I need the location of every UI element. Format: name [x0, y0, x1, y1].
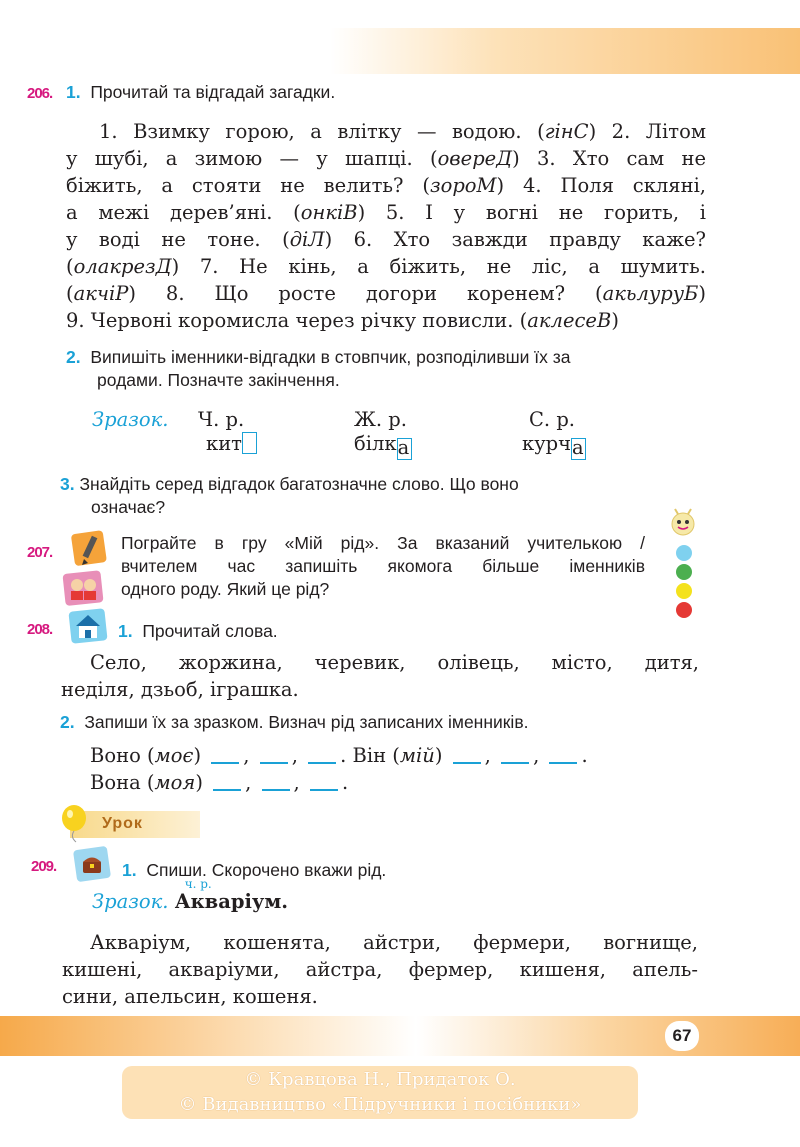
sample-word: Акваріум.: [174, 890, 289, 913]
riddles-text: [66, 118, 706, 334]
ex209-sample: [92, 877, 492, 915]
col-masculine-head: Ч. р.: [198, 408, 245, 431]
ex209-words: [62, 929, 698, 1010]
ex208-task2: [60, 711, 528, 734]
step-number: 1.: [118, 621, 133, 641]
words-line: неділя, дзьоб, іграшка.: [61, 678, 299, 701]
ex209-task1: [122, 859, 386, 882]
riddle-line: [66, 307, 706, 334]
answer-blank[interactable]: [453, 762, 481, 764]
ex206-sample-table: [92, 406, 712, 462]
riddle-answer: онкіВ: [300, 201, 358, 224]
riddle-line: [66, 145, 706, 172]
step-number: 1.: [66, 82, 81, 102]
task-text: Запиши їх за зразком. Визнач рід записаних іменників.: [84, 712, 529, 732]
ex206-task2: [66, 346, 706, 392]
ex207-text: [121, 532, 645, 601]
words-line: Акваріум, кошенята, айстри, фермери, вогнище,: [90, 931, 698, 954]
riddle-text: ) 2. Літом: [588, 120, 706, 143]
balloon-icon: [58, 803, 94, 848]
riddle-text: ) 8. Що росте догори коренем? (: [128, 282, 603, 305]
task-text: одного роду. Який це рід?: [121, 579, 330, 599]
copyright-line: © Кравцова Н., Придаток О.: [244, 1069, 516, 1090]
task-text: означає?: [91, 497, 166, 517]
exercise-number-207: 207.: [27, 544, 53, 561]
lesson-label: Урок: [102, 815, 143, 832]
riddle-text: 9. Червоні коромисла через річку повисли. (: [66, 309, 528, 332]
riddle-text: а межі дерев’яні. (: [66, 201, 301, 224]
riddle-line: [66, 118, 706, 145]
answer-blank[interactable]: [260, 762, 288, 764]
task-text: вчителем час запишіть якомога більше іменників: [121, 556, 645, 576]
riddle-text: (: [66, 255, 74, 278]
riddle-answer: аклесеВ: [527, 309, 612, 332]
answer-blank[interactable]: [308, 762, 336, 764]
riddle-text: ) 3. Хто сам не: [512, 147, 707, 170]
riddle-text: ) 7. Не кінь, а біжить, не ліс, а шумить.: [171, 255, 706, 278]
col-feminine-word: білка: [354, 430, 412, 460]
answer-blank[interactable]: [310, 789, 338, 791]
house-icon: [68, 607, 110, 650]
words-line: кишені, акваріуми, айстра, фермер, кишеня, апель-: [62, 958, 698, 981]
riddle-text: у шубі, а зимою — у шапці. (: [66, 147, 438, 170]
step-number: 1.: [122, 860, 137, 880]
ending-box: [242, 432, 257, 454]
task-text: родами. Позначте закінчення.: [97, 370, 340, 390]
sample-label: Зразок.: [92, 890, 169, 913]
ex208-task1: [118, 620, 278, 643]
caterpillar-traffic-light-icon: [672, 508, 696, 621]
exercise-number-208: 208.: [27, 621, 53, 638]
copyright-line: © Видавництво «Підручники і посібники»: [178, 1094, 582, 1115]
riddle-line: [66, 172, 706, 199]
words-line: Село, жоржина, черевик, олівець, місто, дитя,: [90, 651, 699, 674]
words-line: сини, апельсин, кошеня.: [62, 985, 318, 1008]
riddle-answer: акьлуруБ: [602, 282, 699, 305]
riddle-text: (: [66, 282, 74, 305]
answer-blank[interactable]: [501, 762, 529, 764]
task-text: Знайдіть серед відгадок багатозначне слово. Що воно: [79, 474, 519, 494]
riddle-text: 1. Взимку горою, а влітку — водою. (: [99, 120, 545, 143]
ex208-words: [61, 649, 699, 703]
answer-blank[interactable]: [211, 762, 239, 764]
riddle-line: [66, 280, 706, 307]
step-number: 2.: [66, 347, 81, 367]
ending-box: а: [397, 438, 412, 460]
riddle-text: ) 5. І у вогні не горить, і: [357, 201, 706, 224]
col-feminine-head: Ж. р.: [354, 408, 407, 431]
riddle-answer: гінС: [544, 120, 589, 143]
riddle-answer: зороМ: [429, 174, 497, 197]
riddle-line: [66, 253, 706, 280]
page-number: 67: [665, 1021, 699, 1051]
answer-blank[interactable]: [213, 789, 241, 791]
riddle-text: у воді не тоне. (: [66, 228, 290, 251]
copyright-box: [122, 1066, 638, 1119]
riddle-line: [66, 226, 706, 253]
ex206-task1: [66, 81, 335, 104]
step-number: 2.: [60, 712, 75, 732]
task-text: Випишіть іменники-відгадки в стовпчик, розподіливши їх за: [90, 347, 571, 367]
col-masculine-word: кит: [206, 430, 257, 457]
riddle-text: ): [698, 282, 706, 305]
top-decor-band: [330, 28, 800, 74]
exercise-number-206: 206.: [27, 85, 53, 102]
task-text: Спиши. Скорочено вкажи рід.: [146, 860, 387, 880]
exercise-number-209: 209.: [31, 858, 57, 875]
treasure-chest-icon: [73, 845, 113, 890]
col-neuter-word: курча: [522, 430, 586, 460]
col-neuter-head: С. р.: [529, 408, 575, 431]
riddle-answer: олакрезД: [73, 255, 172, 278]
riddle-text: біжить, а стояти не велить? (: [66, 174, 430, 197]
answer-blank[interactable]: [549, 762, 577, 764]
riddle-text: ) 4. Поля скляні,: [496, 174, 706, 197]
riddle-answer: дiЛ: [289, 228, 325, 251]
ending-box: а: [571, 438, 586, 460]
task-text: Прочитай слова.: [142, 621, 278, 641]
riddle-answer: овереД: [437, 147, 513, 170]
riddle-line: [66, 199, 706, 226]
task-text: Пограйте в гру «Мій рід». За вказаний учителькою /: [121, 533, 645, 553]
gender-note: ч. р.: [184, 877, 212, 891]
answer-blank[interactable]: [262, 789, 290, 791]
ex206-task3: [60, 473, 700, 519]
ex208-pattern: Воно (моє) , , . Він (мій) , , . Вона (моя) , , .: [90, 744, 588, 794]
riddle-answer: акчіР: [73, 282, 129, 305]
riddle-text: ) 6. Хто завжди правду каже?: [324, 228, 707, 251]
task-text: Прочитай та відгадай загадки.: [90, 82, 336, 102]
riddle-text: ): [611, 309, 619, 332]
sample-label: Зразок.: [92, 408, 169, 431]
step-number: 3.: [60, 474, 75, 494]
